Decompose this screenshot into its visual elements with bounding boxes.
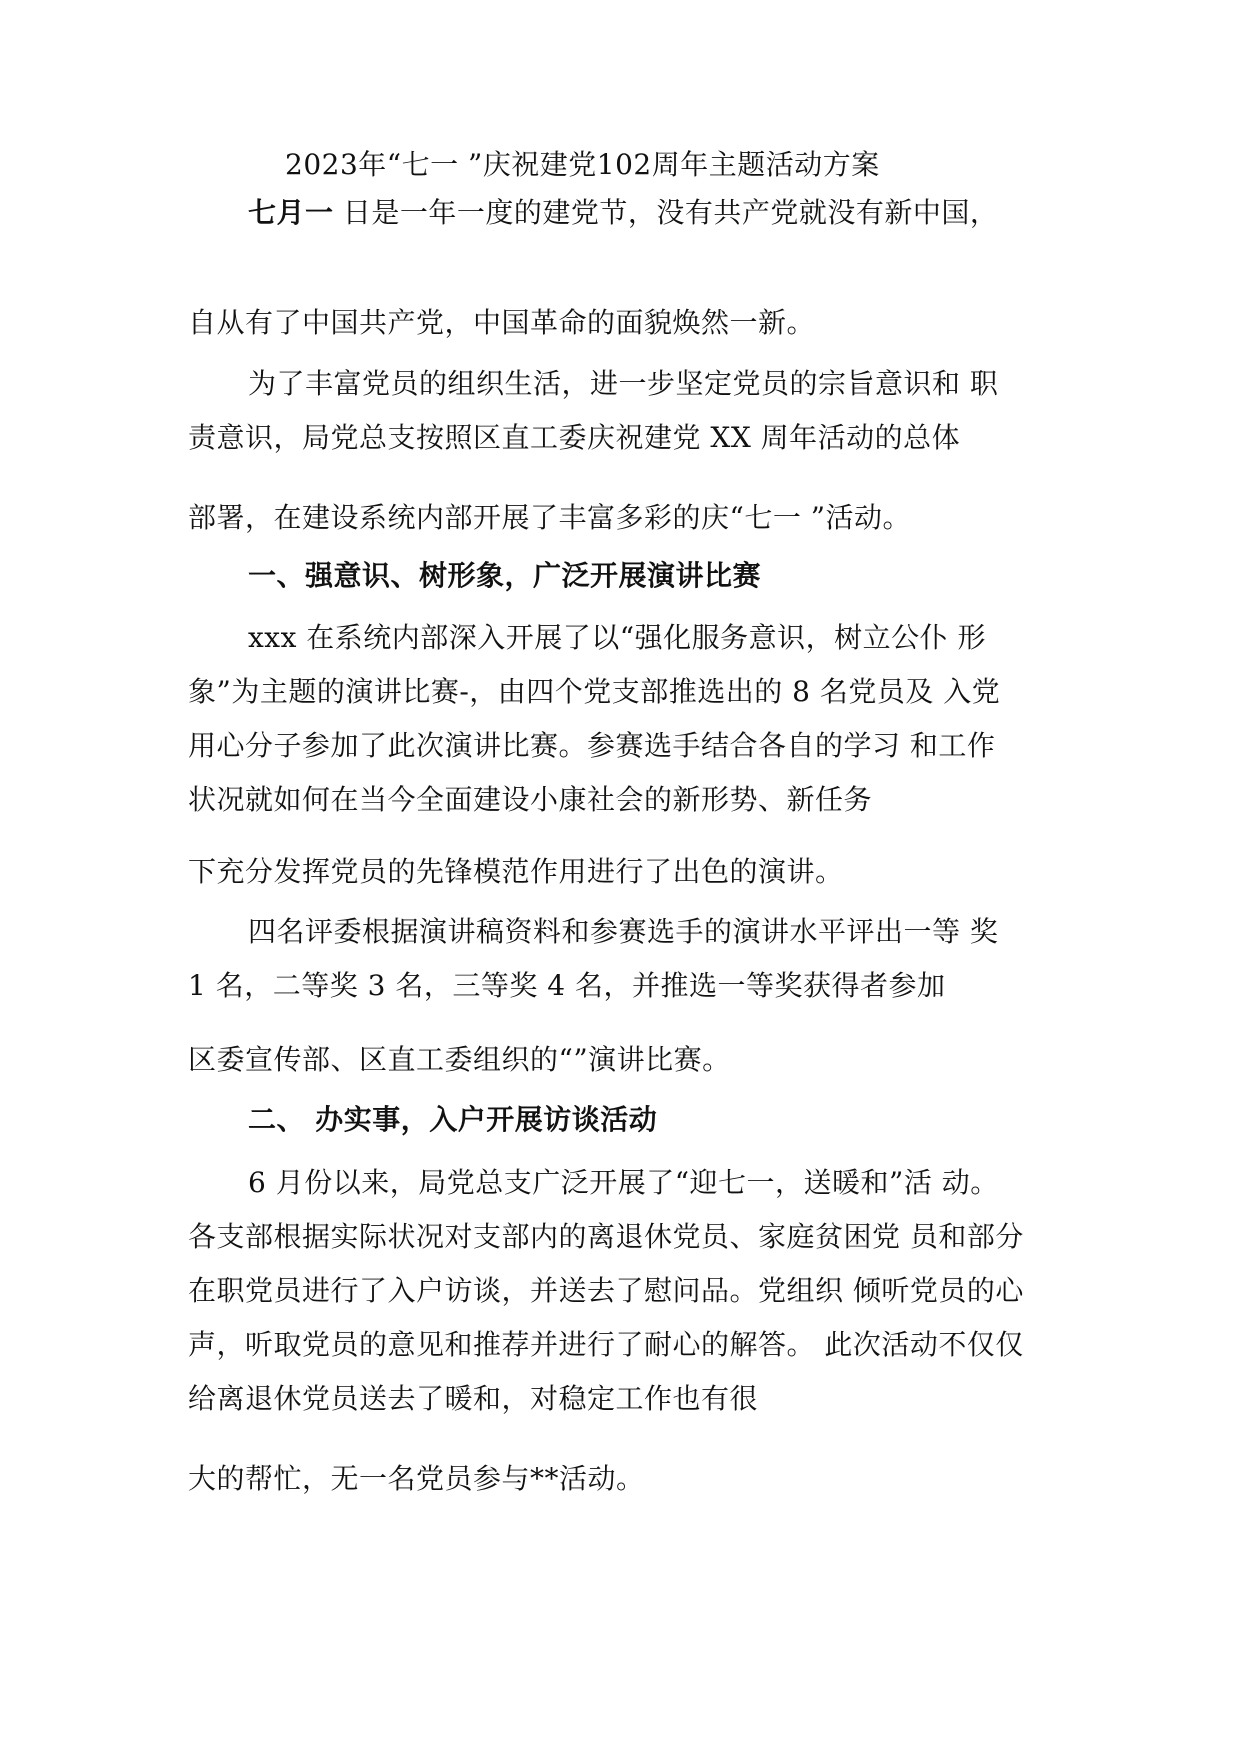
section2-para1-line-4: 声，听取党员的意见和推荐并进行了耐心的解答。 此次活动不仅仅 bbox=[188, 1328, 1024, 1361]
document-title: 2023年“七一 ”庆祝建党102周年主题活动方案 bbox=[285, 148, 880, 181]
section2-para1-line-3: 在职党员进行了入户访谈，并送去了慰问品。党组织 倾听党员的心 bbox=[188, 1274, 1024, 1307]
section1-para1-line-3: 用心分子参加了此次演讲比赛。参赛选手结合各自的学习 和工作 bbox=[188, 729, 996, 762]
para2-line-3: 部署，在建设系统内部开展了丰富多彩的庆“七一 ”活动。 bbox=[188, 501, 912, 534]
section1-para2-line-2: 1 名，二等奖 3 名，三等奖 4 名，并推选一等奖获得者参加 bbox=[188, 969, 946, 1002]
section1-para1-line-5: 下充分发挥党员的先锋模范作用进行了出色的演讲。 bbox=[188, 855, 844, 888]
para2-line-1: 为了丰富党员的组织生活，进一步坚定党员的宗旨意识和 职 bbox=[248, 367, 999, 400]
section1-para1-line-2: 象”为主题的演讲比赛-，由四个党支部推选出的 8 名党员及 入党 bbox=[188, 675, 1001, 708]
para2-line-2: 责意识，局党总支按照区直工委庆祝建党 XX 周年活动的总体 bbox=[188, 421, 961, 454]
section2-para1-line-1: 6 月份以来，局党总支广泛开展了“迎七一，送暖和”活 动。 bbox=[248, 1166, 999, 1199]
intro-bold-text: 七月一 bbox=[248, 196, 334, 229]
section2-para1-line-6: 大的帮忙，无一名党员参与**活动。 bbox=[188, 1462, 645, 1495]
section1-para1-line-1: xxx 在系统内部深入开展了以“强化服务意识，树立公仆 形 bbox=[248, 621, 986, 654]
intro-rest-text: 日是一年一度的建党节，没有共产党就没有新中国， bbox=[333, 196, 999, 229]
section1-para2-line-3: 区委宣传部、区直工委组织的“”演讲比赛。 bbox=[188, 1043, 731, 1076]
section1-para1-line-4: 状况就如何在当今全面建设小康社会的新形势、新任务 bbox=[188, 783, 873, 816]
section1-heading: 一、强意识、树形象，广泛开展演讲比赛 bbox=[248, 559, 762, 592]
section2-para1-line-2: 各支部根据实际状况对支部内的离退休党员、家庭贫困党 员和部分 bbox=[188, 1220, 1024, 1253]
intro-line-2: 自从有了中国共产党，中国革命的面貌焕然一新。 bbox=[188, 306, 816, 339]
section2-para1-line-5: 给离退休党员送去了暖和，对稳定工作也有很 bbox=[188, 1382, 759, 1415]
intro-line-1 bbox=[248, 193, 998, 233]
section2-heading: 二、 办实事，入户开展访谈活动 bbox=[248, 1103, 658, 1136]
section1-para2-line-1: 四名评委根据演讲稿资料和参赛选手的演讲水平评出一等 奖 bbox=[248, 915, 999, 948]
